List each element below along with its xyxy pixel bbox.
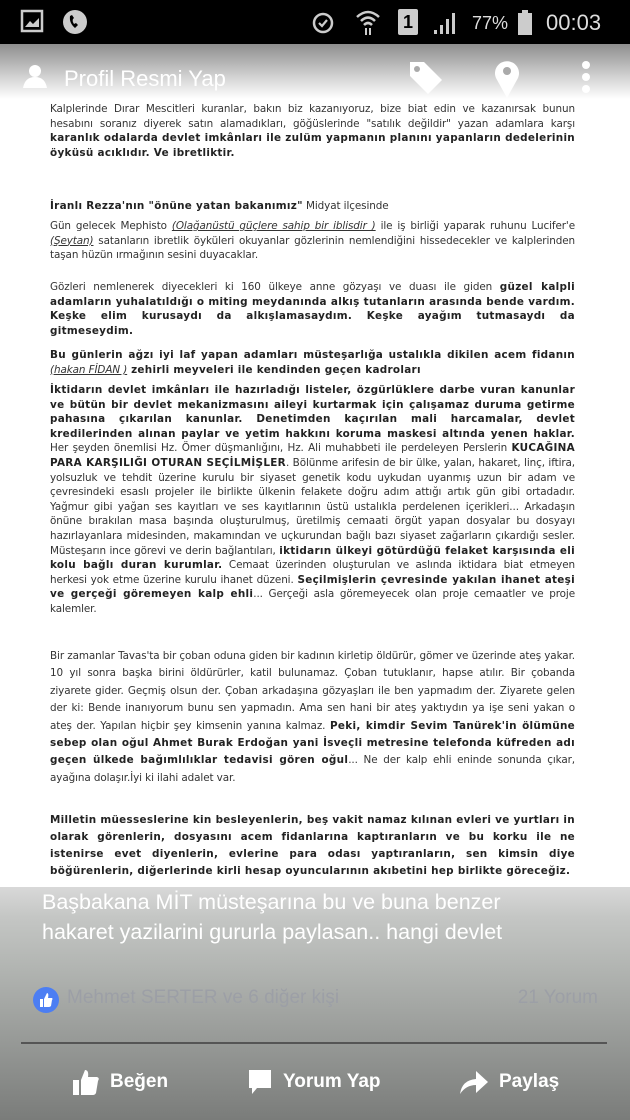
wifi-icon <box>355 9 381 37</box>
document-paragraph <box>50 219 575 263</box>
document-paragraph <box>50 102 575 160</box>
status-bar <box>0 0 630 44</box>
signal-icon <box>432 12 458 36</box>
document-text: ... Gerçeği asla göremeyecek olan proje cemaatler ve proje kalemler. <box>50 588 575 615</box>
share-button[interactable] <box>459 1066 559 1098</box>
document-link-text: (hakan FİDAN ) <box>50 363 128 376</box>
document-text: Cemaat üzerinden oluşturulan ve aslında iktidara biat etmeyen herkesi yok etme üzerine kurulu ihanet düzeni. <box>50 559 576 586</box>
document-text: ... Ne der kalp ehli eninde sonunda çıkar, ayağına dolaşır.İyi ki ilahi adalet var. <box>50 754 576 784</box>
document-text: Bu günlerin ağzı iyi laf yapan adamları müsteşarlığa ustalıkla dikilen acem fidanın <box>50 349 575 361</box>
document-text: Milletin müesseslerine kin besleyenlerin, beş vakit namaz kılınan evleri ve yurtları in olarak görenlerin, dosyasını acem fidanlarına kaptıranların ve bu korku ile ne istenirse evet diyenlerin, evlerine para odası yaptıranların, sen kimsin diye böğürenlerin, diğerlerinde kirli hesap oyuncularının akıbetini hep birlikte göreceğiz. <box>50 814 575 877</box>
document-text: KUCAĞINA PARA KARŞILIĞI OTURAN SEÇİLMİŞLER <box>50 442 575 469</box>
caption-line[interactable]: hakaret yazilarini gururla paylasan.. hangi devlet <box>42 920 503 944</box>
document-link-text: (Olağanüstü güçlere sahip bir iblisdir ) <box>171 220 376 232</box>
reactions-bar <box>0 985 630 1015</box>
document-text: Seçilmişlerin çevresinde yakılan ihanet ateşi ve gerçeği göremeyen kalp ehli <box>50 573 575 601</box>
document-paragraph <box>50 199 575 214</box>
battery-percent: 77% <box>472 13 509 33</box>
gallery-icon <box>20 9 44 33</box>
photo-document <box>0 44 630 964</box>
document-text: Kalplerinde Dırar Mescitleri kuranlar, bakın biz kazanıyoruz, bize biat edin ve kazanırsak bunun hesabını soranız diyerek satın alamadıkları, göğüslerinde "satılık değildir" yazan adamlara karşı <box>50 103 575 130</box>
battery-icon <box>518 10 532 35</box>
document-text: İranlı Rezza'nın "önüne yatan bakanımız" <box>50 200 303 212</box>
share-arrow-icon <box>459 1068 489 1096</box>
document-paragraph <box>50 648 575 787</box>
document-text: Midyat ilçesinde <box>302 200 389 212</box>
document-paragraph <box>50 383 575 617</box>
document-text: İktidarın devlet imkânları ile hazırladığı listeler, özgürlüklere darbe vuran kanunlar ve bütün bir devlet mekanizmasını aileyi kurtarmak için çalışamaz duruma getirme pahasına çıkarılan kanunlar. Denetimden kaçırılan mali harcamalar, devlet kredilerinden alınan paylar ve yetim hakkını koruma maskesi altında yenen haklar. <box>50 384 575 440</box>
comment-label: Yorum Yap <box>283 1071 381 1092</box>
tag-icon[interactable] <box>408 60 444 96</box>
document-text: zehirli meyveleri ile kendinden geçen kadroları <box>127 363 421 376</box>
clock: 00:03 <box>546 10 602 35</box>
comment-button[interactable] <box>247 1066 381 1098</box>
like-label: Beğen <box>110 1071 169 1092</box>
comment-bubble-icon <box>247 1067 273 1097</box>
document-text: . Bölünme arifesin de bir ülke, yalan, hakaret, linç, iftira, yolsuzluk ve tehdit üzerine kurulu bir siyaset genetik kodu uykudan uyanmış uzun bir adam ve çevresindeki esaslı projeler ile birlikte ülkenin felakete doğru adım attığı artık gün gibi ortadadır. Yağmur gibi yağan ses kayıtları ve ses kayıtlarının üstü ustalıkla perdelenen içerikleri... Arkadaşın önüne bırakılan masa başında oluşturulmuş, üretilmiş cemaati örgüt yapan dosyalar bu dosyayı hazırlayanlara midesinden, makamından ve uçkurundan bağlı bazı siyaset zağarların çıkardığı sesler. Müsteşarın ince görevi ve derin bağlantıları, <box>50 456 575 557</box>
comments-count-link[interactable]: 21 Yorum <box>517 987 598 1008</box>
like-button[interactable] <box>72 1066 168 1098</box>
document-text: Peki, kimdir Sevim Tanürek'in ölümüne sebep olan oğul Ahmet Burak Erdoğan yani İsveçli metresine telefonda küfreden adı geçen ülkede bağımlılıklar tedavisi gören oğul <box>50 719 575 767</box>
sim-indicator: 1 <box>398 9 418 35</box>
document-text: Gözleri nemlenerek diyecekleri ki 160 ülkeye anne gözyaşı ve duası ile giden <box>50 281 500 293</box>
document-text: iktidarın ülkeyi götürdüğü felaket karşısında eli kolu bağlı duran kurumlar. <box>50 544 575 572</box>
document-text: ile iş birliği yaparak ruhunu Lucifer'e <box>375 220 575 232</box>
make-profile-picture-button[interactable]: Profil Resmi Yap <box>64 66 226 91</box>
phone-call-icon <box>62 9 88 35</box>
document-text: Her şeyden önemlisi Hz. Ömer düşmanlığını, Hz. Ali muhabbeti ile perdeleyen Perslerin <box>50 442 512 455</box>
document-link-text: (Şeytan) <box>50 234 94 247</box>
alarm-icon <box>310 9 336 35</box>
document-paragraph <box>50 280 575 338</box>
caption-line[interactable]: Başbakana MİT müsteşarına bu ve buna benzer <box>42 890 501 914</box>
share-label: Paylaş <box>499 1071 560 1092</box>
like-badge-icon <box>32 986 60 1014</box>
photo-header <box>0 44 630 99</box>
document-text: Gün gelecek Mephisto <box>50 220 172 232</box>
document-paragraph <box>50 348 575 377</box>
document-text: güzel kalpli adamların yuhalatıldığı o miting meydanında alkış tutanların arasında bende vardım. Keşke elim kurusaydı da alkışlamasaydım. Keşke ayağım tutmasaydı da gitmeseydim. <box>50 281 575 337</box>
document-paragraph <box>50 812 575 880</box>
more-options-icon[interactable] <box>580 60 592 96</box>
likes-summary-link[interactable]: Mehmet SERTER ve 6 diğer kişi <box>67 987 340 1008</box>
document-text: Bir zamanlar Tavas'ta bir çoban oduna giden bir kadının kirletip öldürür, gömer ve üzerinde ateş yakar. 10 yıl sonra başka birini öldürürler, katil bulunamaz. Çoban tutuklanır, hapse atılır. Bir çobanda ziyarete gider. Geçmiş olsun der. Çoban arkadaşına gözyaşları ile ben yapmadım der. Ziyarete gelen der ki: Bende inanıyorum bunu sen yapmadın. Ama sen hani bir ateş yaktıydın ya işe seni yakan o ateş der. Yapılan hiçbir şey kimsenin yanına kalmaz. <box>50 650 575 732</box>
document-text: karanlık odalarda devlet imkânları ile zulüm yapmanın planını yapanların dedelerinin öyküsü acıklıdır. Ve ibretliktir. <box>50 132 575 159</box>
profile-icon[interactable] <box>23 64 47 88</box>
location-pin-icon[interactable] <box>493 58 521 98</box>
divider <box>21 1042 607 1044</box>
thumbs-up-icon <box>72 1068 100 1096</box>
document-text: satanların ibretlik öyküleri okuyanlar gözlerinin nemlendiğini hissedecekler ve kalplerinden taşan hüzün ırmağının sesini duyacaklar. <box>50 234 575 262</box>
